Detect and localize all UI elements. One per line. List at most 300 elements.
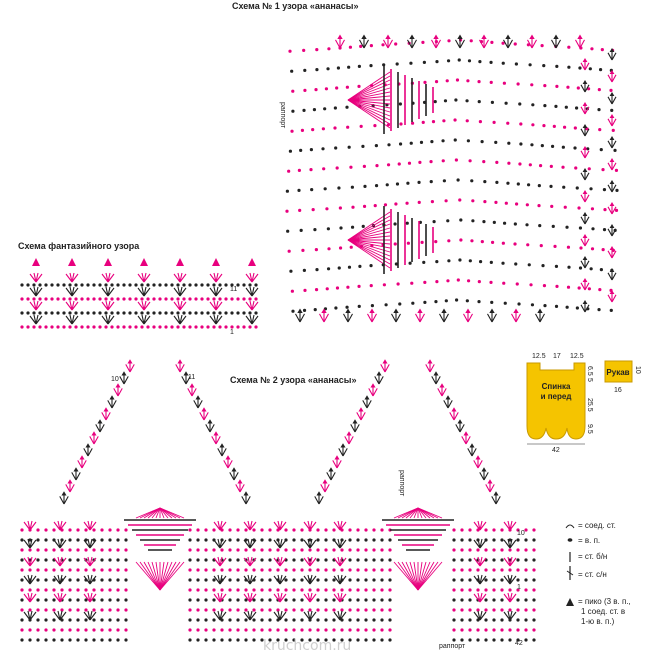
chain-stitch [601, 48, 604, 51]
chain-stitch [26, 283, 29, 286]
chain-stitch [299, 149, 302, 152]
chain-stitch [128, 311, 131, 314]
chain-stitch [196, 538, 199, 541]
chain-stitch [340, 548, 343, 551]
chain-stitch [543, 84, 546, 87]
chain-stitch [324, 608, 327, 611]
chain-stitch [357, 85, 360, 88]
chain-stitch [408, 162, 411, 165]
chain-stitch [84, 638, 87, 641]
chain-stitch [340, 628, 343, 631]
chain-stitch [327, 267, 330, 270]
chain-stitch [468, 608, 471, 611]
chain-stitch [44, 638, 47, 641]
chain-stitch [242, 325, 245, 328]
chain-stitch [576, 306, 579, 309]
shell-stitch [138, 315, 150, 324]
picot-mark [433, 35, 438, 40]
chain-stitch [542, 124, 545, 127]
chain-stitch [399, 142, 402, 145]
chain-stitch [577, 86, 580, 89]
chain-stitch [248, 283, 251, 286]
chain-stitch [220, 568, 223, 571]
chain-stitch [108, 538, 111, 541]
shell-stitch [474, 521, 486, 530]
picot-mark [475, 455, 480, 459]
chain-stitch [358, 265, 361, 268]
chain-stitch [104, 325, 107, 328]
front-back-piece [527, 363, 585, 439]
chain-stitch [388, 548, 391, 551]
chain-stitch [532, 598, 535, 601]
chain-stitch [200, 297, 203, 300]
chain-stitch [476, 588, 479, 591]
chain-stitch [300, 598, 303, 601]
chain-stitch [116, 618, 119, 621]
chain-stitch [372, 568, 375, 571]
stitch-cluster [581, 304, 589, 312]
chain-stitch [80, 311, 83, 314]
chain-stitch [468, 548, 471, 551]
stitch-cluster [90, 436, 99, 445]
chain-stitch [460, 538, 463, 541]
chain-stitch [313, 228, 316, 231]
chain-stitch [615, 209, 618, 212]
chain-stitch [356, 528, 359, 531]
chain-stitch [468, 588, 471, 591]
chain-stitch [454, 98, 457, 101]
chain-stitch [458, 258, 461, 261]
chain-stitch [212, 548, 215, 551]
chain-stitch [375, 164, 378, 167]
chain-stitch [532, 618, 535, 621]
chain-stitch [350, 246, 353, 249]
fancy-pattern-diagram [20, 258, 258, 329]
picot-mark [67, 479, 72, 483]
chain-stitch [567, 66, 570, 69]
chain-stitch [467, 279, 470, 282]
chain-stitch [507, 142, 510, 145]
scheme1-rapport-label: раппорт [279, 102, 286, 129]
chain-stitch [268, 558, 271, 561]
chain-stitch [315, 288, 318, 291]
chain-stitch [348, 578, 351, 581]
chain-stitch [268, 538, 271, 541]
chain-stitch [422, 121, 425, 124]
chain-stitch [327, 227, 330, 230]
chain-stitch [92, 588, 95, 591]
stitch-cluster [581, 106, 589, 114]
chain-stitch [525, 223, 528, 226]
chain-stitch [358, 305, 361, 308]
stitch-cluster [608, 118, 616, 126]
legend-picot-2: 1 соед. ст. в [581, 607, 626, 616]
picot-mark [68, 258, 76, 266]
picot-mark [176, 258, 184, 266]
chain-stitch [116, 283, 119, 286]
chain-stitch [108, 628, 111, 631]
chain-stitch [204, 548, 207, 551]
chain-stitch [124, 558, 127, 561]
chain-stitch [300, 568, 303, 571]
chain-stitch [260, 538, 263, 541]
chain-stitch [124, 618, 127, 621]
chain-stitch [337, 186, 340, 189]
chain-stitch [196, 578, 199, 581]
chain-stitch [260, 588, 263, 591]
chain-stitch [196, 598, 199, 601]
chain-stitch [134, 297, 137, 300]
chain-stitch [577, 206, 580, 209]
chain-stitch [28, 548, 31, 551]
chain-stitch [492, 568, 495, 571]
shell-stitch [334, 521, 346, 530]
chain-stitch [32, 283, 35, 286]
scheme2-row-42: 42 [515, 640, 523, 647]
chain-stitch [495, 181, 498, 184]
chain-stitch [315, 48, 318, 51]
chain-stitch [339, 226, 342, 229]
chain-stitch [348, 548, 351, 551]
chain-stitch [468, 538, 471, 541]
chain-stitch [348, 588, 351, 591]
picot-mark [451, 407, 456, 411]
chain-stitch [110, 297, 113, 300]
chain-stitch [260, 528, 263, 531]
shell-stitch [246, 287, 258, 296]
chain-stitch [530, 83, 533, 86]
shell-stitch [30, 315, 42, 324]
chain-stitch [176, 283, 179, 286]
picot-mark [433, 371, 438, 375]
chain-stitch [444, 99, 447, 102]
scheme1-diagram [285, 35, 618, 323]
chain-stitch [244, 628, 247, 631]
chain-stitch [370, 284, 373, 287]
picot-mark [465, 309, 470, 314]
shell-stitch [174, 301, 186, 310]
stitch-cluster [236, 484, 245, 493]
shell-stitch [30, 273, 42, 282]
chain-stitch [494, 201, 497, 204]
chain-stitch [429, 160, 432, 163]
chain-stitch [158, 325, 161, 328]
chain-stitch [369, 264, 372, 267]
chain-stitch [204, 618, 207, 621]
chain-stitch [316, 548, 319, 551]
chain-stitch [445, 299, 448, 302]
chain-stitch [468, 528, 471, 531]
picot-mark [487, 479, 492, 483]
picot-mark [237, 479, 242, 483]
chain-stitch [508, 638, 511, 641]
chain-stitch [100, 618, 103, 621]
chain-stitch [92, 608, 95, 611]
chain-stitch [359, 45, 362, 48]
chain-stitch [483, 200, 486, 203]
chain-stitch [164, 311, 167, 314]
chain-stitch [44, 628, 47, 631]
stitch-cluster [357, 412, 366, 421]
chain-stitch [324, 187, 327, 190]
chain-stitch [68, 548, 71, 551]
chain-stitch [288, 250, 291, 253]
chain-stitch [321, 147, 324, 150]
chain-stitch [524, 618, 527, 621]
chain-stitch [20, 548, 23, 551]
shell-stitch [474, 539, 486, 548]
stitch-cluster [492, 496, 501, 505]
chain-stitch [300, 588, 303, 591]
chain-stitch [460, 618, 463, 621]
chain-stitch [613, 149, 616, 152]
chain-stitch [260, 608, 263, 611]
chain-stitch [122, 311, 125, 314]
chain-stitch [308, 608, 311, 611]
chain-stitch [348, 266, 351, 269]
chain-stitch [92, 618, 95, 621]
chain-stitch [20, 598, 23, 601]
chain-stitch [322, 127, 325, 130]
chain-stitch [300, 538, 303, 541]
chain-stitch [204, 638, 207, 641]
chain-stitch [268, 608, 271, 611]
chain-stitch [252, 638, 255, 641]
chain-stitch [242, 283, 245, 286]
chain-stitch [484, 528, 487, 531]
chain-stitch [32, 311, 35, 314]
chain-stitch [470, 179, 473, 182]
chain-stitch [457, 178, 460, 181]
chain-stitch [116, 628, 119, 631]
chain-stitch [524, 548, 527, 551]
chain-stitch [589, 67, 592, 70]
stitch-cluster [581, 84, 589, 92]
chain-stitch [212, 638, 215, 641]
chain-stitch [108, 588, 111, 591]
scheme2-row-10-right: 10 [517, 530, 525, 537]
chain-stitch [612, 129, 615, 132]
stitch-cluster [581, 216, 589, 224]
chain-stitch [394, 242, 397, 245]
chain-stitch [316, 568, 319, 571]
chain-stitch [310, 188, 313, 191]
chain-stitch [100, 578, 103, 581]
chain-stitch [384, 203, 387, 206]
chain-stitch [468, 59, 471, 62]
chain-stitch [276, 568, 279, 571]
chain-stitch [158, 283, 161, 286]
chain-stitch [124, 528, 127, 531]
chain-stitch [284, 548, 287, 551]
chain-stitch [482, 220, 485, 223]
chain-stitch [242, 297, 245, 300]
chain-stitch [52, 618, 55, 621]
chain-stitch [276, 628, 279, 631]
stitch-cluster [102, 412, 111, 421]
chain-stitch [28, 628, 31, 631]
chain-stitch [52, 548, 55, 551]
chain-stitch [356, 538, 359, 541]
chain-stitch [68, 325, 71, 328]
chain-stitch [460, 638, 463, 641]
chain-stitch [500, 598, 503, 601]
watermark: kruchcom.ru [263, 638, 352, 654]
chain-stitch [284, 588, 287, 591]
chain-stitch [371, 304, 374, 307]
shell-stitch [102, 301, 114, 310]
shell-stitch [274, 611, 286, 620]
chain-stitch [36, 608, 39, 611]
chain-stitch [116, 578, 119, 581]
chain-stitch [615, 189, 618, 192]
chain-stitch [284, 578, 287, 581]
chain-stitch [432, 120, 435, 123]
chain-stitch [44, 528, 47, 531]
chain-stitch [364, 618, 367, 621]
chain-stitch [516, 598, 519, 601]
chain-stitch [56, 311, 59, 314]
chain-stitch [36, 528, 39, 531]
chain-stitch [260, 628, 263, 631]
shell-stitch [210, 315, 222, 324]
chain-stitch [375, 184, 378, 187]
chain-stitch [460, 598, 463, 601]
chain-stitch [300, 229, 303, 232]
shell-stitch [24, 611, 36, 620]
shell-stitch [210, 287, 222, 296]
chain-stitch [44, 325, 47, 328]
chain-stitch [458, 198, 461, 201]
chain-stitch [574, 126, 577, 129]
stitch-cluster [363, 400, 372, 409]
chain-stitch [532, 578, 535, 581]
chain-stitch [551, 145, 554, 148]
picot-mark [201, 407, 206, 411]
chain-stitch [484, 608, 487, 611]
chain-stitch [598, 88, 601, 91]
chain-stitch [501, 262, 504, 265]
chain-stitch [108, 618, 111, 621]
chain-stitch [398, 302, 401, 305]
chain-stitch [381, 43, 384, 46]
chain-stitch [335, 86, 338, 89]
shell-stitch [504, 611, 516, 620]
chain-stitch [228, 598, 231, 601]
chain-stitch [590, 47, 593, 50]
chain-stitch [531, 103, 534, 106]
chain-stitch [84, 568, 87, 571]
chain-stitch [268, 548, 271, 551]
chain-stitch [332, 618, 335, 621]
chain-stitch [356, 638, 359, 641]
chain-stitch [398, 162, 401, 165]
chain-stitch [433, 220, 436, 223]
chain-stitch [334, 146, 337, 149]
chain-stitch [503, 222, 506, 225]
chain-stitch [212, 568, 215, 571]
chain-stitch [356, 618, 359, 621]
chain-stitch [62, 325, 65, 328]
chain-stitch [348, 146, 351, 149]
picot-mark [370, 383, 375, 387]
chain-stitch [337, 66, 340, 69]
picot-mark [583, 234, 588, 238]
scheme2-row-11: 11 [188, 374, 196, 381]
picot-mark [91, 431, 96, 435]
chain-stitch [469, 159, 472, 162]
chain-stitch [62, 311, 65, 314]
chain-stitch [468, 568, 471, 571]
chain-stitch [332, 548, 335, 551]
chain-stitch [188, 608, 191, 611]
chain-stitch [44, 588, 47, 591]
chain-stitch [567, 246, 570, 249]
chain-stitch [484, 628, 487, 631]
chain-stitch [338, 266, 341, 269]
chain-stitch [423, 281, 426, 284]
stitch-cluster [230, 472, 239, 481]
chain-stitch [420, 141, 423, 144]
chain-stitch [68, 588, 71, 591]
chain-stitch [492, 638, 495, 641]
chain-stitch [527, 183, 530, 186]
stitch-cluster [320, 313, 329, 322]
chain-stitch [100, 558, 103, 561]
stitch-cluster [78, 460, 87, 469]
chain-stitch [140, 297, 143, 300]
chain-stitch [493, 221, 496, 224]
chain-stitch [324, 538, 327, 541]
chain-stitch [468, 578, 471, 581]
chain-stitch [334, 106, 337, 109]
chain-stitch [52, 628, 55, 631]
chain-stitch [110, 283, 113, 286]
chain-stitch [543, 104, 546, 107]
chain-stitch [554, 105, 557, 108]
chain-stitch [380, 638, 383, 641]
chain-stitch [316, 608, 319, 611]
chain-stitch [100, 628, 103, 631]
chain-stitch [188, 548, 191, 551]
chain-stitch [164, 325, 167, 328]
chain-stitch [508, 548, 511, 551]
chain-stitch [532, 628, 535, 631]
chain-stitch [431, 200, 434, 203]
top-dim-mid: 17 [553, 353, 561, 360]
stitch-cluster [450, 412, 459, 421]
chain-stitch [124, 588, 127, 591]
chain-stitch [200, 325, 203, 328]
chain-stitch [435, 60, 438, 63]
chain-stitch [108, 568, 111, 571]
chain-stitch [482, 160, 485, 163]
chain-stitch [298, 209, 301, 212]
chain-stitch [478, 100, 481, 103]
shell-stitch [214, 575, 226, 584]
chain-stitch [194, 325, 197, 328]
chain-stitch [152, 297, 155, 300]
chain-stitch [212, 578, 215, 581]
chain-stitch [562, 146, 565, 149]
chain-stitch [454, 138, 457, 141]
chain-stitch [128, 325, 131, 328]
stitch-cluster [416, 313, 425, 322]
chain-stitch [351, 226, 354, 229]
chain-stitch [36, 578, 39, 581]
chain-stitch [500, 638, 503, 641]
chain-stitch [430, 180, 433, 183]
